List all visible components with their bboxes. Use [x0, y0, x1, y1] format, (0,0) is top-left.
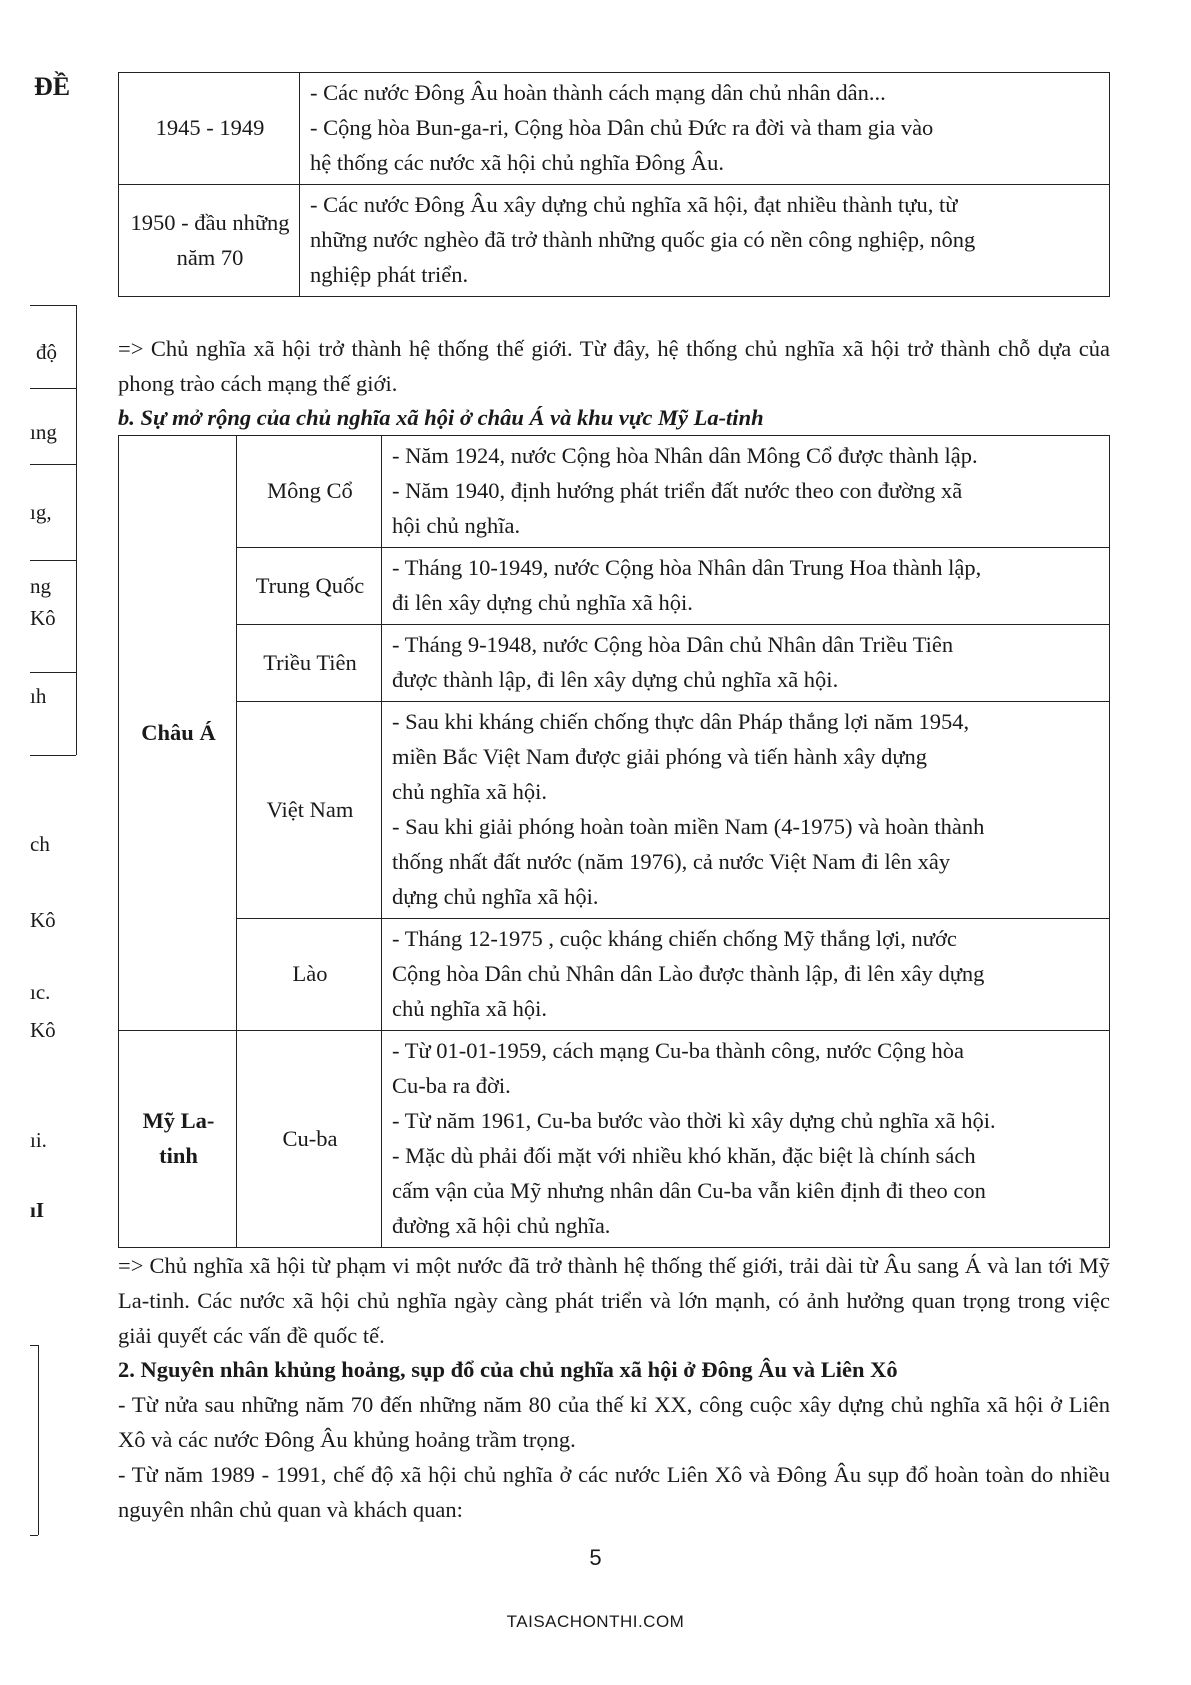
event-cell: - Năm 1924, nước Cộng hòa Nhân dân Mông Cổ được thành lập. - Năm 1940, định hướng phát triển đất nước theo con đường xã hội chủ nghĩa. [382, 436, 1110, 548]
eastern-europe-table [118, 72, 1110, 297]
adjacent-page-margin [0, 0, 110, 1685]
margin-fragment: ng [30, 574, 51, 598]
period-cell: 1950 - đầu những năm 70 [119, 185, 300, 297]
event-cell: - Tháng 12-1975 , cuộc kháng chiến chống Mỹ thắng lợi, nước Cộng hòa Dân chủ Nhân dân Lào được thành lập, đi lên xây dựng chủ nghĩa xã hội. [382, 919, 1110, 1031]
table-row [119, 436, 1110, 548]
conclusion-paragraph: => Chủ nghĩa xã hội từ phạm vi một nước đã trở thành hệ thống thế giới, trải dài từ Âu sang Á và lan tới Mỹ La-tinh. Các nước xã hội chủ nghĩa ngày càng phát triển và lớn mạnh, có ảnh hưởng quan trọng trong việc giải quyết các vấn đề quốc tế. [118, 1253, 1110, 1348]
margin-fragment: ıng [30, 420, 57, 444]
country-cell: Việt Nam [237, 702, 382, 919]
margin-fragment: Kô [30, 606, 56, 630]
margin-fragment: độ [36, 340, 57, 364]
body-paragraph: - Từ nửa sau những năm 70 đến những năm 80 của thế kỉ XX, công cuộc xây dựng chủ nghĩa xã hội ở Liên Xô và các nước Đông Âu khủng hoảng trầm trọng. [118, 1392, 1110, 1452]
event-cell: - Các nước Đông Âu hoàn thành cách mạng dân chủ nhân dân... - Cộng hòa Bun-ga-ri, Cộng hòa Dân chủ Đức ra đời và tham gia vào hệ thống các nước xã hội chủ nghĩa Đông Âu. [300, 73, 1110, 185]
footer-watermark: TAISACHONTHI.COM [506, 1612, 685, 1631]
page-number: 5 [589, 1545, 602, 1570]
table-row [119, 702, 1110, 919]
margin-fragment: ĐỀ [34, 72, 71, 101]
region-cell: Châu Á [119, 436, 237, 1031]
margin-rule [30, 1345, 38, 1346]
margin-fragment: Kô [30, 908, 56, 932]
event-cell: - Tháng 10-1949, nước Cộng hòa Nhân dân Trung Hoa thành lập, đi lên xây dựng chủ nghĩa xã hội. [382, 548, 1110, 625]
page-content [118, 72, 1110, 1527]
table-row [119, 625, 1110, 702]
country-cell: Cu-ba [237, 1031, 382, 1248]
margin-fragment: ıc. [30, 980, 51, 1004]
conclusion-paragraph: => Chủ nghĩa xã hội trở thành hệ thống thế giới. Từ đây, hệ thống chủ nghĩa xã hội trở thành chỗ dựa của phong trào cách mạng thế giới. [118, 336, 1110, 396]
event-cell: - Từ 01-01-1959, cách mạng Cu-ba thành công, nước Cộng hòa Cu-ba ra đời. - Từ năm 1961, Cu-ba bước vào thời kì xây dựng chủ nghĩa xã hội. - Mặc dù phải đối mặt với nhiều khó khăn, đặc biệt là chính sách cấm vận của Mỹ nhưng nhân dân Cu-ba vẫn kiên định đi theo con đường xã hội chủ nghĩa. [382, 1031, 1110, 1248]
table-row [119, 919, 1110, 1031]
margin-rule [30, 672, 76, 673]
table-row [119, 185, 1110, 297]
margin-fragment: ch [30, 832, 50, 856]
event-cell: - Sau khi kháng chiến chống thực dân Pháp thắng lợi năm 1954, miền Bắc Việt Nam được giải phóng và tiến hành xây dựng chủ nghĩa xã hội. - Sau khi giải phóng hoàn toàn miền Nam (4-1975) và hoàn thành thống nhất đất nước (năm 1976), cả nước Việt Nam đi lên xây dựng chủ nghĩa xã hội. [382, 702, 1110, 919]
section-2-heading: 2. Nguyên nhân khủng hoảng, sụp đổ của chủ nghĩa xã hội ở Đông Âu và Liên Xô [118, 1357, 898, 1382]
margin-rule [30, 305, 76, 306]
table-row [119, 1031, 1110, 1248]
country-cell: Lào [237, 919, 382, 1031]
table-row [119, 73, 1110, 185]
socialism-expansion-table [118, 435, 1110, 1248]
margin-fragment: Kô [30, 1018, 56, 1042]
margin-rule [30, 464, 76, 465]
country-cell: Trung Quốc [237, 548, 382, 625]
margin-rule [30, 560, 76, 561]
margin-fragment: ıh [30, 684, 47, 708]
body-paragraph: - Từ năm 1989 - 1991, chế độ xã hội chủ nghĩa ở các nước Liên Xô và Đông Âu sụp đổ hoàn toàn do nhiều nguyên nhân chủ quan và khách quan: [118, 1462, 1110, 1522]
region-cell: Mỹ La-tinh [119, 1031, 237, 1248]
country-cell: Mông Cổ [237, 436, 382, 548]
margin-fragment: ıI [30, 1198, 45, 1222]
event-cell: - Các nước Đông Âu xây dựng chủ nghĩa xã hội, đạt nhiều thành tựu, từ những nước nghèo đã trở thành những quốc gia có nền công nghiệp, nông nghiệp phát triển. [300, 185, 1110, 297]
margin-rule [30, 755, 76, 756]
country-cell: Triều Tiên [237, 625, 382, 702]
table-row [119, 548, 1110, 625]
section-b-heading: b. Sự mở rộng của chủ nghĩa xã hội ở châu Á và khu vực Mỹ La-tinh [118, 405, 764, 430]
margin-fragment: ıi. [30, 1128, 47, 1152]
margin-rule [76, 305, 77, 755]
margin-fragment: ıg, [30, 500, 52, 524]
margin-rule [30, 388, 76, 389]
margin-rule [30, 1535, 38, 1536]
margin-rule [38, 1345, 39, 1535]
event-cell: - Tháng 9-1948, nước Cộng hòa Dân chủ Nhân dân Triều Tiên được thành lập, đi lên xây dựng chủ nghĩa xã hội. [382, 625, 1110, 702]
period-cell: 1945 - 1949 [119, 73, 300, 185]
